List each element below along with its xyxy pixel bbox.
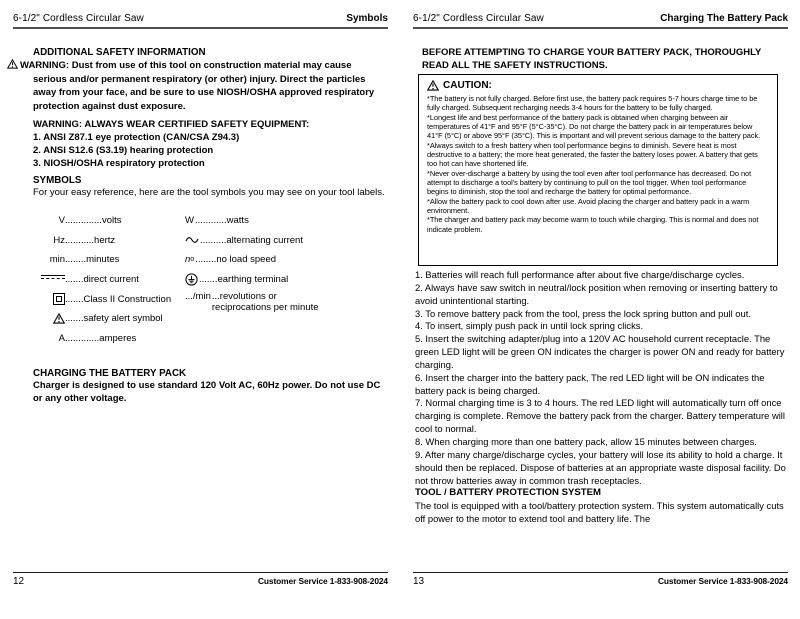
symbols-heading: SYMBOLS xyxy=(33,175,82,186)
class-ii-label: .......Class II Construction xyxy=(65,293,172,305)
symbol-row-class-ii xyxy=(33,289,183,309)
charging-step: 4. To insert, simply push pack in until lock spring clicks. xyxy=(415,320,644,332)
volts-symbol: V xyxy=(58,215,65,227)
equipment-item: 3. NIOSH/OSHA respiratory protection xyxy=(33,158,205,170)
symbol-row-rpm xyxy=(185,289,383,313)
equipment-warning-heading: WARNING: ALWAYS WEAR CERTIFIED SAFETY EQUIPMENT: xyxy=(33,118,310,130)
hertz-symbol: Hz xyxy=(53,234,65,246)
charging-step: 3. To remove battery pack from the tool, press the lock spring button and pull out. xyxy=(415,307,751,319)
caution-note: *Never over-discharge a battery by using the tool even after tool performance has decreased. Do not attempt to discharge a tool's battery by continuing to pull on the tool trigger. When tool performance begins to diminish, stop the tool and recharge the battery for optimal performance. xyxy=(427,168,752,197)
header-rule xyxy=(413,27,788,29)
charging-steps xyxy=(415,269,788,526)
symbol-row-amperes xyxy=(33,329,183,349)
minutes-symbol: min xyxy=(49,254,65,266)
amperes-label: .............amperes xyxy=(65,332,137,344)
symbols-section xyxy=(33,175,389,199)
additional-safety-section xyxy=(20,47,383,171)
caution-note: *The charger and battery pack may become warm to touch while charging. This is normal and does not indicate problem. xyxy=(427,215,759,234)
direct-current-icon xyxy=(41,275,65,283)
caution-triangle-icon xyxy=(427,80,439,91)
rpm-label: ...revolutions or xyxy=(211,291,277,303)
symbol-row-safety-alert xyxy=(33,309,183,329)
page-number: 13 xyxy=(413,576,425,587)
caution-note: *Longest life and best performance of the battery pack is obtained when charging between air temperatures of 41°F and 95°F (5°C-35°C). Do not charge the battery pack in air temperatures below 41°F (5°C) or above 95°F (35°C). This is important and will prevent serious damage to the battery pack. xyxy=(427,112,761,141)
dust-warning-text: WARNING: Dust from use of this tool on construction material may cause serious and/or permanent respiratory (or other) injury. Direct the particles away from your face, and be sure to use NIOSH/OSHA approved respiratory protection against dust exposure. xyxy=(20,60,375,112)
hertz-label: ...........hertz xyxy=(65,234,116,246)
earthing-terminal-label: .......earthing terminal xyxy=(199,274,289,286)
page-footer xyxy=(13,576,388,587)
rpm-symbol: .../min xyxy=(185,291,211,303)
footer-rule xyxy=(13,572,388,573)
caution-note: *Allow the battery pack to cool down after use. Avoid placing the charger and battery pack in a warm environment. xyxy=(427,196,750,216)
protection-system-text: The tool is equipped with a tool/battery protection system. This system automatically cuts off power to the motor to extend tool and battery life. The xyxy=(415,500,784,525)
charging-warning-intro: BEFORE ATTEMPTING TO CHARGE YOUR BATTERY PACK, THOROUGHLY READ ALL THE SAFETY INSTRUCTIONS. xyxy=(422,47,762,71)
volts-label: ..............volts xyxy=(65,215,122,227)
protection-system-heading: TOOL / BATTERY PROTECTION SYSTEM xyxy=(415,487,602,499)
symbols-column-right xyxy=(185,211,383,313)
symbol-row-no-load-speed xyxy=(185,250,383,270)
safety-alert-icon xyxy=(53,313,65,324)
watts-label: ............watts xyxy=(194,215,249,227)
caution-note: *Always switch to a fresh battery when tool performance begins to diminish. Severe heat is most destructive to a battery; the more heat generated, the faster the battery loses power. A battery that gets too hot can have shortened life. xyxy=(427,140,758,169)
page-header xyxy=(413,13,788,24)
class-ii-icon xyxy=(53,293,65,305)
symbol-row-alternating-current xyxy=(185,231,383,251)
equipment-item: 1. ANSI Z87.1 eye protection (CAN/CSA Z94.3) xyxy=(33,132,240,144)
symbol-row-minutes xyxy=(33,250,183,270)
additional-safety-heading: ADDITIONAL SAFETY INFORMATION xyxy=(33,47,206,58)
charging-step: 8. When charging more than one battery pack, allow 15 minutes between charges. xyxy=(415,435,757,447)
rpm-label-line2: reciprocations per minute xyxy=(211,302,319,314)
symbols-column-left xyxy=(33,211,183,348)
charging-step: 7. Normal charging time is 3 to 4 hours. The red LED light will automatically turn off once charging is complete. Remove the battery pack from the charger. Battery temperature will cool to normal. xyxy=(415,397,785,435)
section-title: Symbols xyxy=(346,13,388,24)
header-rule xyxy=(13,27,388,29)
symbol-row-earthing-terminal xyxy=(185,270,383,290)
page-footer xyxy=(413,576,788,587)
charging-intro-section xyxy=(33,368,387,405)
charging-text: Charger is designed to use standard 120 Volt AC, 60Hz power. Do not use DC or any other voltage. xyxy=(33,380,381,405)
section-title: Charging The Battery Pack xyxy=(660,13,788,24)
footer-rule xyxy=(413,572,788,573)
direct-current-label: .......direct current xyxy=(65,274,139,286)
symbol-row-direct-current xyxy=(33,270,183,290)
safety-alert-label: .......safety alert symbol xyxy=(65,313,163,325)
charging-heading: CHARGING THE BATTERY PACK xyxy=(33,368,187,379)
document-title: 6-1/2" Cordless Circular Saw xyxy=(413,13,544,24)
equipment-item: 2. ANSI S12.6 (S3.19) hearing protection xyxy=(33,145,214,157)
caution-heading-row xyxy=(427,80,769,91)
customer-service-text: Customer Service 1-833-908-2024 xyxy=(257,576,388,586)
amperes-symbol: A xyxy=(58,332,65,344)
page-header xyxy=(13,13,388,24)
document-title: 6-1/2" Cordless Circular Saw xyxy=(13,13,144,24)
charging-step: 5. Insert the switching adapter/plug into a 120V AC household current receptacle. The green LED light will be green ON indicates the charger is power ON and ready for battery charging. xyxy=(415,333,785,370)
caution-heading: CAUTION: xyxy=(443,80,492,91)
symbol-row-watts xyxy=(185,211,383,231)
dust-warning-paragraph xyxy=(20,59,383,113)
minutes-label: ........minutes xyxy=(65,254,120,266)
symbol-row-hertz xyxy=(33,231,183,251)
customer-service-text: Customer Service 1-833-908-2024 xyxy=(657,576,788,586)
symbol-row-volts xyxy=(33,211,183,231)
charging-step: 2. Always have saw switch in neutral/lock position when removing or inserting battery to avoid unintentional starting. xyxy=(415,281,778,306)
charging-step: 1. Batteries will reach full performance after about five charge/discharge cycles. xyxy=(415,269,745,280)
earthing-terminal-icon xyxy=(185,273,198,286)
caution-box xyxy=(418,74,778,266)
manual-page-13 xyxy=(400,0,800,619)
alternating-current-icon xyxy=(185,236,199,244)
no-load-speed-symbol: n o xyxy=(185,254,195,266)
charging-step: 6. Insert the charger into the battery pack, The red LED light will be ON indicates the battery pack is being charged. xyxy=(415,371,765,396)
no-load-speed-label: ........no load speed xyxy=(195,254,277,266)
page-number: 12 xyxy=(13,576,25,587)
watts-symbol: W xyxy=(185,215,194,227)
charging-step: 9. After many charge/discharge cycles, your battery will lose its ability to hold a charge. It should then be replaced. Dispose of batteries at an appropriate waste disposal facility. Do not throw batteries away in common trash receptacles. xyxy=(415,448,786,486)
caution-note: *The battery is not fully charged. Before first use, the battery pack requires 5-7 hours charge time to be fully charged. Subsequent recharging needs 3-4 hours for the battery to be fully charged. xyxy=(427,94,758,113)
symbols-intro: For your easy reference, here are the tool symbols you may see on your tool labels. xyxy=(33,187,385,198)
alternating-current-label: ..........alternating current xyxy=(200,234,303,246)
caution-notes xyxy=(427,94,769,234)
